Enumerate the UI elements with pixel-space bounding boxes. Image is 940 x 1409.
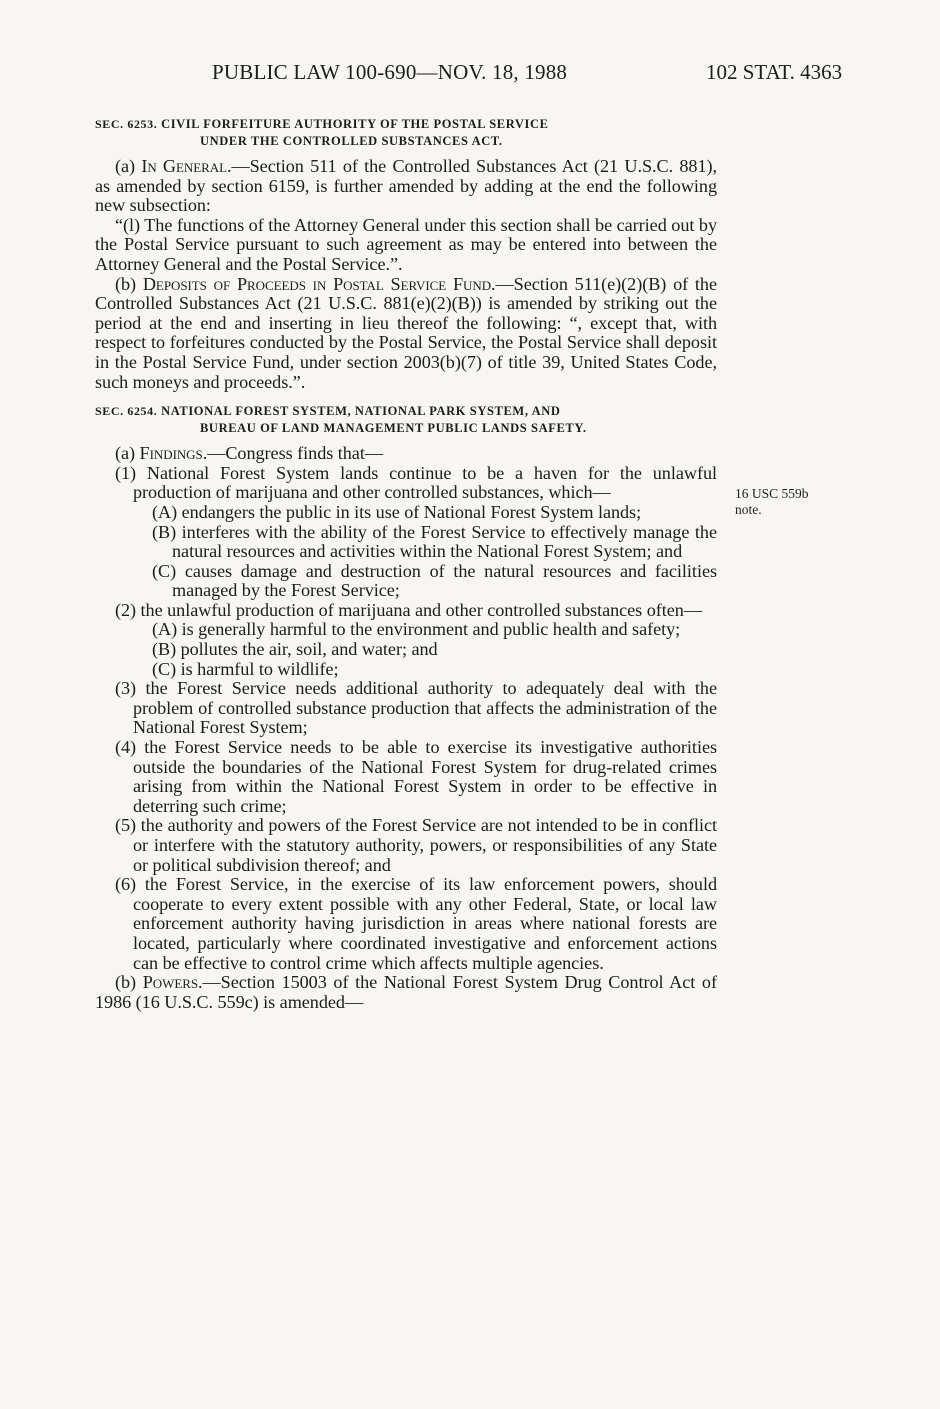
finding-1: (1) National Forest System lands continue to be a haven for the unlawful production of marijuana and other controlled substances, which— [115,462,717,503]
subsection-a-caption: In General. [141,156,232,176]
page-body [95,112,717,1012]
subsection-a-caption: Findings. [139,443,208,464]
finding-1-c: (C) causes damage and destruction of the natural resources and facilities managed by the Forest Service; [152,560,717,601]
subsection-b-label: (b) [115,273,143,294]
page-header [0,60,940,90]
section-6253-heading-line-1: CIVIL FORFEITURE AUTHORITY OF THE POSTAL SERVICE [161,117,549,131]
finding-2-c: (C) is harmful to wildlife; [152,658,339,679]
section-6253-heading [95,116,717,150]
section-6253-number: SEC. 6253. [95,117,158,131]
finding-3: (3) the Forest Service needs additional authority to adequately deal with the problem of controlled substance production that affects the administration of the National Forest System; [115,678,717,738]
section-6253-quoted-subsection-l: “(l) The functions of the Attorney General under this section shall be carried out by the Postal Service pursuant to such agreement as may be entered into between the Attorney General and the Postal Service.”. [95,214,717,274]
finding-5: (5) the authority and powers of the Forest Service are not intended to be in conflict or interfere with the statutory authority, powers, or responsibilities of any State or political subdivision thereof; and [115,815,717,875]
section-6254-number: SEC. 6254. [95,404,158,419]
subsection-b-text: —Section 511(e)(2)(B) of the Controlled Substances Act (21 U.S.C. 881(e)(2)(B)) is amended by striking out the period at the end and inserting in lieu thereof the following: “, except that, with respect to forfeitures conducted by the Postal Service, the Postal Service shall deposit in the Postal Service Fund, under section 2003(b)(7) of title 39, United States Code, such moneys and proceeds.”. [95,273,717,392]
subsection-b-text: —Section 15003 of the National Forest System Drug Control Act of 1986 (16 U.S.C. 559c) is amended— [95,972,717,1012]
section-6253-heading-line-2: UNDER THE CONTROLLED SUBSTANCES ACT. [200,134,503,148]
statute-page-number: 102 STAT. 4363 [706,60,843,84]
margin-note-line-2: note. [735,502,762,517]
margin-citation-note [735,486,845,518]
subsection-b-label: (b) [115,972,143,993]
section-6254-heading-line-2: BUREAU OF LAND MANAGEMENT PUBLIC LANDS SAFETY. [200,421,587,436]
finding-2-a: (A) is generally harmful to the environment and public health and safety; [152,619,681,640]
subsection-a-text: —Congress finds that— [207,443,383,464]
subsection-a-label: (a) [115,443,140,464]
subsection-b-caption: Powers. [142,972,203,993]
section-6254-heading-line-1: NATIONAL FOREST SYSTEM, NATIONAL PARK SYSTEM, AND [161,404,561,419]
finding-1-b: (B) interferes with the ability of the Forest Service to effectively manage the natural resources and activities within the National Forest System; and [152,521,717,562]
section-6254-heading [95,403,717,437]
section-6254-subsection-a [95,444,717,464]
running-head-title: PUBLIC LAW 100-690—NOV. 18, 1988 [212,60,568,84]
section-6253-subsection-b [95,275,717,393]
subsection-a-label: (a) [115,156,142,176]
finding-2: (2) the unlawful production of marijuana and other controlled substances often— [115,599,702,620]
subsection-b-caption: Deposits of Proceeds in Postal Service Fund. [142,273,496,294]
finding-6: (6) the Forest Service, in the exercise of its law enforcement powers, should cooperate to every extent possible with any other Federal, State, or local law enforcement authority having jurisdiction in areas where national forests are located, particularly where coordinated investigative and enforcement actions can be effective to control crime which affects multiple agencies. [115,874,717,973]
margin-note-line-1: 16 USC 559b [735,486,809,501]
section-6253-subsection-a [95,157,717,216]
finding-1-a: (A) endangers the public in its use of National Forest System lands; [152,501,642,522]
section-6254-subsection-b [95,973,717,1012]
subsection-a-text: —Section 511 of the Controlled Substances Act (21 U.S.C. 881), as amended by section 6159, is further amended by adding at the end the following new subsection: [95,156,717,216]
finding-4: (4) the Forest Service needs to be able to exercise its investigative authorities outside the boundaries of the National Forest System for drug-related crimes arising from within the National Forest System in order to be effective in deterring such crime; [115,737,717,816]
finding-2-b: (B) pollutes the air, soil, and water; and [152,639,438,660]
